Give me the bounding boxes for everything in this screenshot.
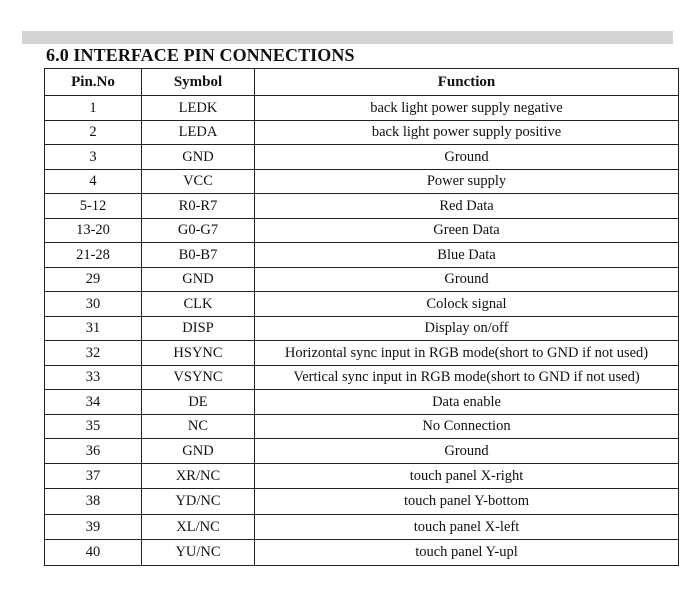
table-row bbox=[45, 243, 679, 268]
table-row bbox=[45, 169, 679, 194]
table-row bbox=[45, 439, 679, 464]
function-cell: Green Data bbox=[255, 218, 679, 243]
pin-cell: 37 bbox=[45, 463, 142, 489]
table-row bbox=[45, 341, 679, 366]
table-row bbox=[45, 194, 679, 219]
symbol-cell: G0-G7 bbox=[142, 218, 255, 243]
pin-cell: 30 bbox=[45, 292, 142, 317]
section-heading: 6.0 INTERFACE PIN CONNECTIONS bbox=[46, 45, 355, 65]
table-row bbox=[45, 145, 679, 170]
symbol-cell: YU/NC bbox=[142, 540, 255, 566]
symbol-cell: R0-R7 bbox=[142, 194, 255, 219]
symbol-cell: GND bbox=[142, 145, 255, 170]
column-header-function: Function bbox=[255, 69, 679, 96]
function-cell: Blue Data bbox=[255, 243, 679, 268]
pin-cell: 4 bbox=[45, 169, 142, 194]
column-header-symbol: Symbol bbox=[142, 69, 255, 96]
symbol-cell: XR/NC bbox=[142, 463, 255, 489]
pin-cell: 36 bbox=[45, 439, 142, 464]
symbol-cell: GND bbox=[142, 439, 255, 464]
function-cell: Data enable bbox=[255, 390, 679, 415]
function-cell: touch panel X-left bbox=[255, 514, 679, 540]
pin-cell: 31 bbox=[45, 316, 142, 341]
pin-cell: 39 bbox=[45, 514, 142, 540]
symbol-cell: DISP bbox=[142, 316, 255, 341]
table-row bbox=[45, 514, 679, 540]
pin-cell: 3 bbox=[45, 145, 142, 170]
pin-cell: 32 bbox=[45, 341, 142, 366]
function-cell: touch panel Y-upl bbox=[255, 540, 679, 566]
table-row bbox=[45, 267, 679, 292]
function-cell: Display on/off bbox=[255, 316, 679, 341]
column-header-pin: Pin.No bbox=[45, 69, 142, 96]
function-cell: Colock signal bbox=[255, 292, 679, 317]
symbol-cell: YD/NC bbox=[142, 489, 255, 515]
function-cell: Vertical sync input in RGB mode(short to GND if not used) bbox=[255, 365, 679, 390]
function-cell: back light power supply positive bbox=[255, 120, 679, 145]
pin-cell: 40 bbox=[45, 540, 142, 566]
table-row bbox=[45, 540, 679, 566]
table-row bbox=[45, 316, 679, 341]
symbol-cell: LEDK bbox=[142, 96, 255, 121]
table-header-row bbox=[45, 69, 679, 96]
function-cell: touch panel Y-bottom bbox=[255, 489, 679, 515]
pin-cell: 33 bbox=[45, 365, 142, 390]
symbol-cell: NC bbox=[142, 414, 255, 439]
function-cell: back light power supply negative bbox=[255, 96, 679, 121]
pin-cell: 2 bbox=[45, 120, 142, 145]
pin-cell: 21-28 bbox=[45, 243, 142, 268]
pin-cell: 13-20 bbox=[45, 218, 142, 243]
table-row bbox=[45, 390, 679, 415]
function-cell: Power supply bbox=[255, 169, 679, 194]
symbol-cell: VCC bbox=[142, 169, 255, 194]
function-cell: Ground bbox=[255, 145, 679, 170]
function-cell: Horizontal sync input in RGB mode(short to GND if not used) bbox=[255, 341, 679, 366]
table-row bbox=[45, 292, 679, 317]
symbol-cell: HSYNC bbox=[142, 341, 255, 366]
pin-cell: 38 bbox=[45, 489, 142, 515]
table-row bbox=[45, 463, 679, 489]
pin-cell: 5-12 bbox=[45, 194, 142, 219]
pin-cell: 35 bbox=[45, 414, 142, 439]
table-row bbox=[45, 218, 679, 243]
symbol-cell: XL/NC bbox=[142, 514, 255, 540]
pin-cell: 1 bbox=[45, 96, 142, 121]
symbol-cell: VSYNC bbox=[142, 365, 255, 390]
pin-cell: 29 bbox=[45, 267, 142, 292]
function-cell: touch panel X-right bbox=[255, 463, 679, 489]
symbol-cell: LEDA bbox=[142, 120, 255, 145]
symbol-cell: DE bbox=[142, 390, 255, 415]
function-cell: Ground bbox=[255, 439, 679, 464]
table-row bbox=[45, 96, 679, 121]
function-cell: Red Data bbox=[255, 194, 679, 219]
symbol-cell: GND bbox=[142, 267, 255, 292]
table-row bbox=[45, 414, 679, 439]
table-row bbox=[45, 489, 679, 515]
symbol-cell: B0-B7 bbox=[142, 243, 255, 268]
function-cell: No Connection bbox=[255, 414, 679, 439]
symbol-cell: CLK bbox=[142, 292, 255, 317]
table-row bbox=[45, 365, 679, 390]
header-bar bbox=[22, 31, 673, 44]
pin-cell: 34 bbox=[45, 390, 142, 415]
pin-table bbox=[44, 68, 679, 566]
function-cell: Ground bbox=[255, 267, 679, 292]
table-row bbox=[45, 120, 679, 145]
